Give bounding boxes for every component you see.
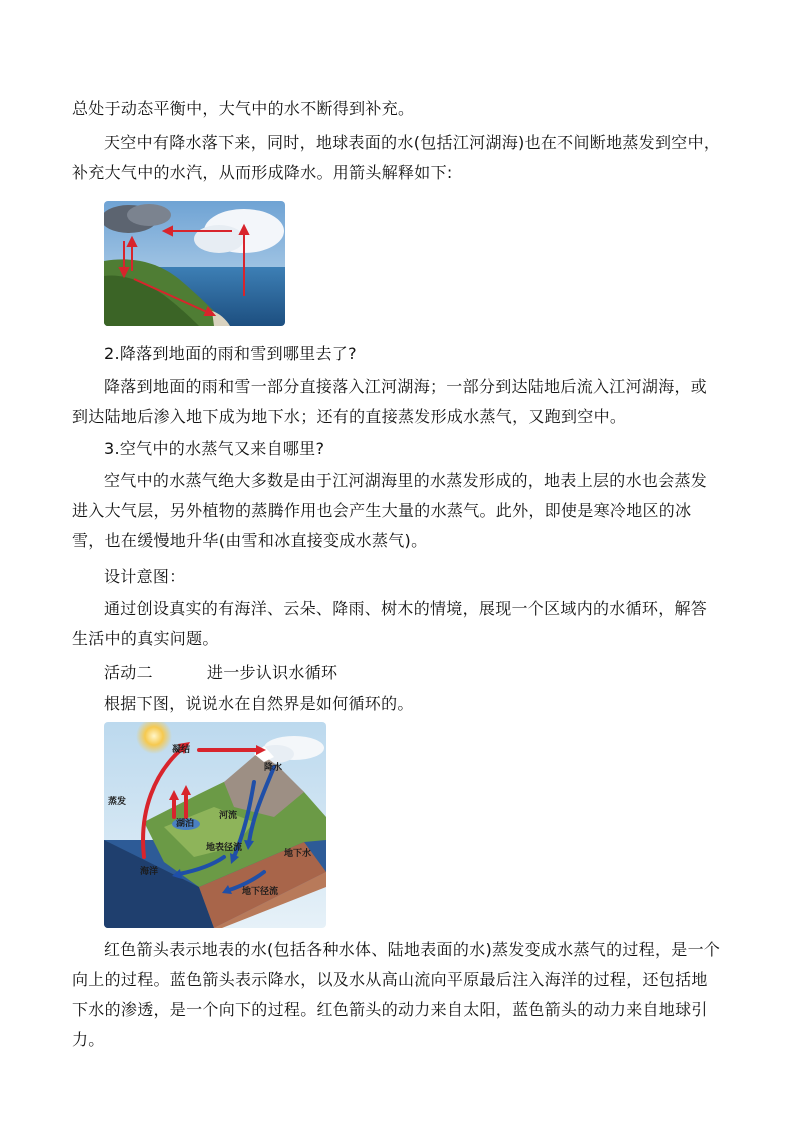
paragraph-rain-snow: 降落到地面的雨和雪一部分直接落入江河湖海；一部分到达陆地后流入江河湖海，或到达陆地后渗入地下成为地下水；还有的直接蒸发形成水蒸气，又跑到空中。 xyxy=(72,377,708,426)
label-river: 河流 xyxy=(219,811,238,821)
paragraph-design-intent: 通过创设真实的有海洋、云朵、降雨、树木的情境，展现一个区域内的水循环，解答生活中的真实问题。 xyxy=(72,599,708,648)
question-3: 3.空气中的水蒸气又来自哪里? xyxy=(104,439,325,458)
activity-label: 活动二 xyxy=(104,663,153,682)
label-surface-runoff: 地表径流 xyxy=(206,843,243,853)
paragraph-explanation: 红色箭头表示地表的水(包括各种水体、陆地表面的水)蒸发变成水蒸气的过程，是一个向上的过程。蓝色箭头表示降水，以及水从高山流向平原最后注入海洋的过程，还包括地下水的渗透，是一个向下的过程。红色箭头的动力来自太阳，蓝色箭头的动力来自地球引力。 xyxy=(72,940,721,1049)
label-groundwater: 地下水 xyxy=(284,849,312,859)
label-ocean: 海洋 xyxy=(140,867,159,877)
label-underground-runoff: 地下径流 xyxy=(242,887,279,897)
evaporation-photo xyxy=(104,201,285,326)
label-condense: 凝结 xyxy=(172,745,191,755)
activity-title: 进一步认识水循环 xyxy=(206,663,338,682)
paragraph-vapor: 空气中的水蒸气绝大多数是由于江河湖海里的水蒸发形成的，地表上层的水也会蒸发进入大气层，另外植物的蒸腾作用也会产生大量的水蒸气。此外，即使是寒冷地区的冰雪，也在缓慢地升华(由雪和冰直接变成水蒸气)。 xyxy=(72,471,708,550)
label-precipitation: 降水 xyxy=(264,763,283,773)
activity-heading xyxy=(72,658,722,688)
water-cycle-diagram xyxy=(104,722,326,928)
design-intent-label: 设计意图： xyxy=(104,567,186,586)
paragraph-continuation: 总处于动态平衡中，大气中的水不断得到补充。 xyxy=(72,99,415,118)
label-lake: 湖泊 xyxy=(176,819,195,829)
question-2: 2.降落到地面的雨和雪到哪里去了? xyxy=(104,344,357,363)
paragraph-precipitation: 天空中有降水落下来，同时，地球表面的水(包括江河湖海)也在不间断地蒸发到空中，补充大气中的水汽，从而形成降水。用箭头解释如下: xyxy=(72,133,721,182)
label-evaporation: 蒸发 xyxy=(108,797,127,807)
paragraph-instruction: 根据下图，说说水在自然界是如何循环的。 xyxy=(104,694,414,713)
